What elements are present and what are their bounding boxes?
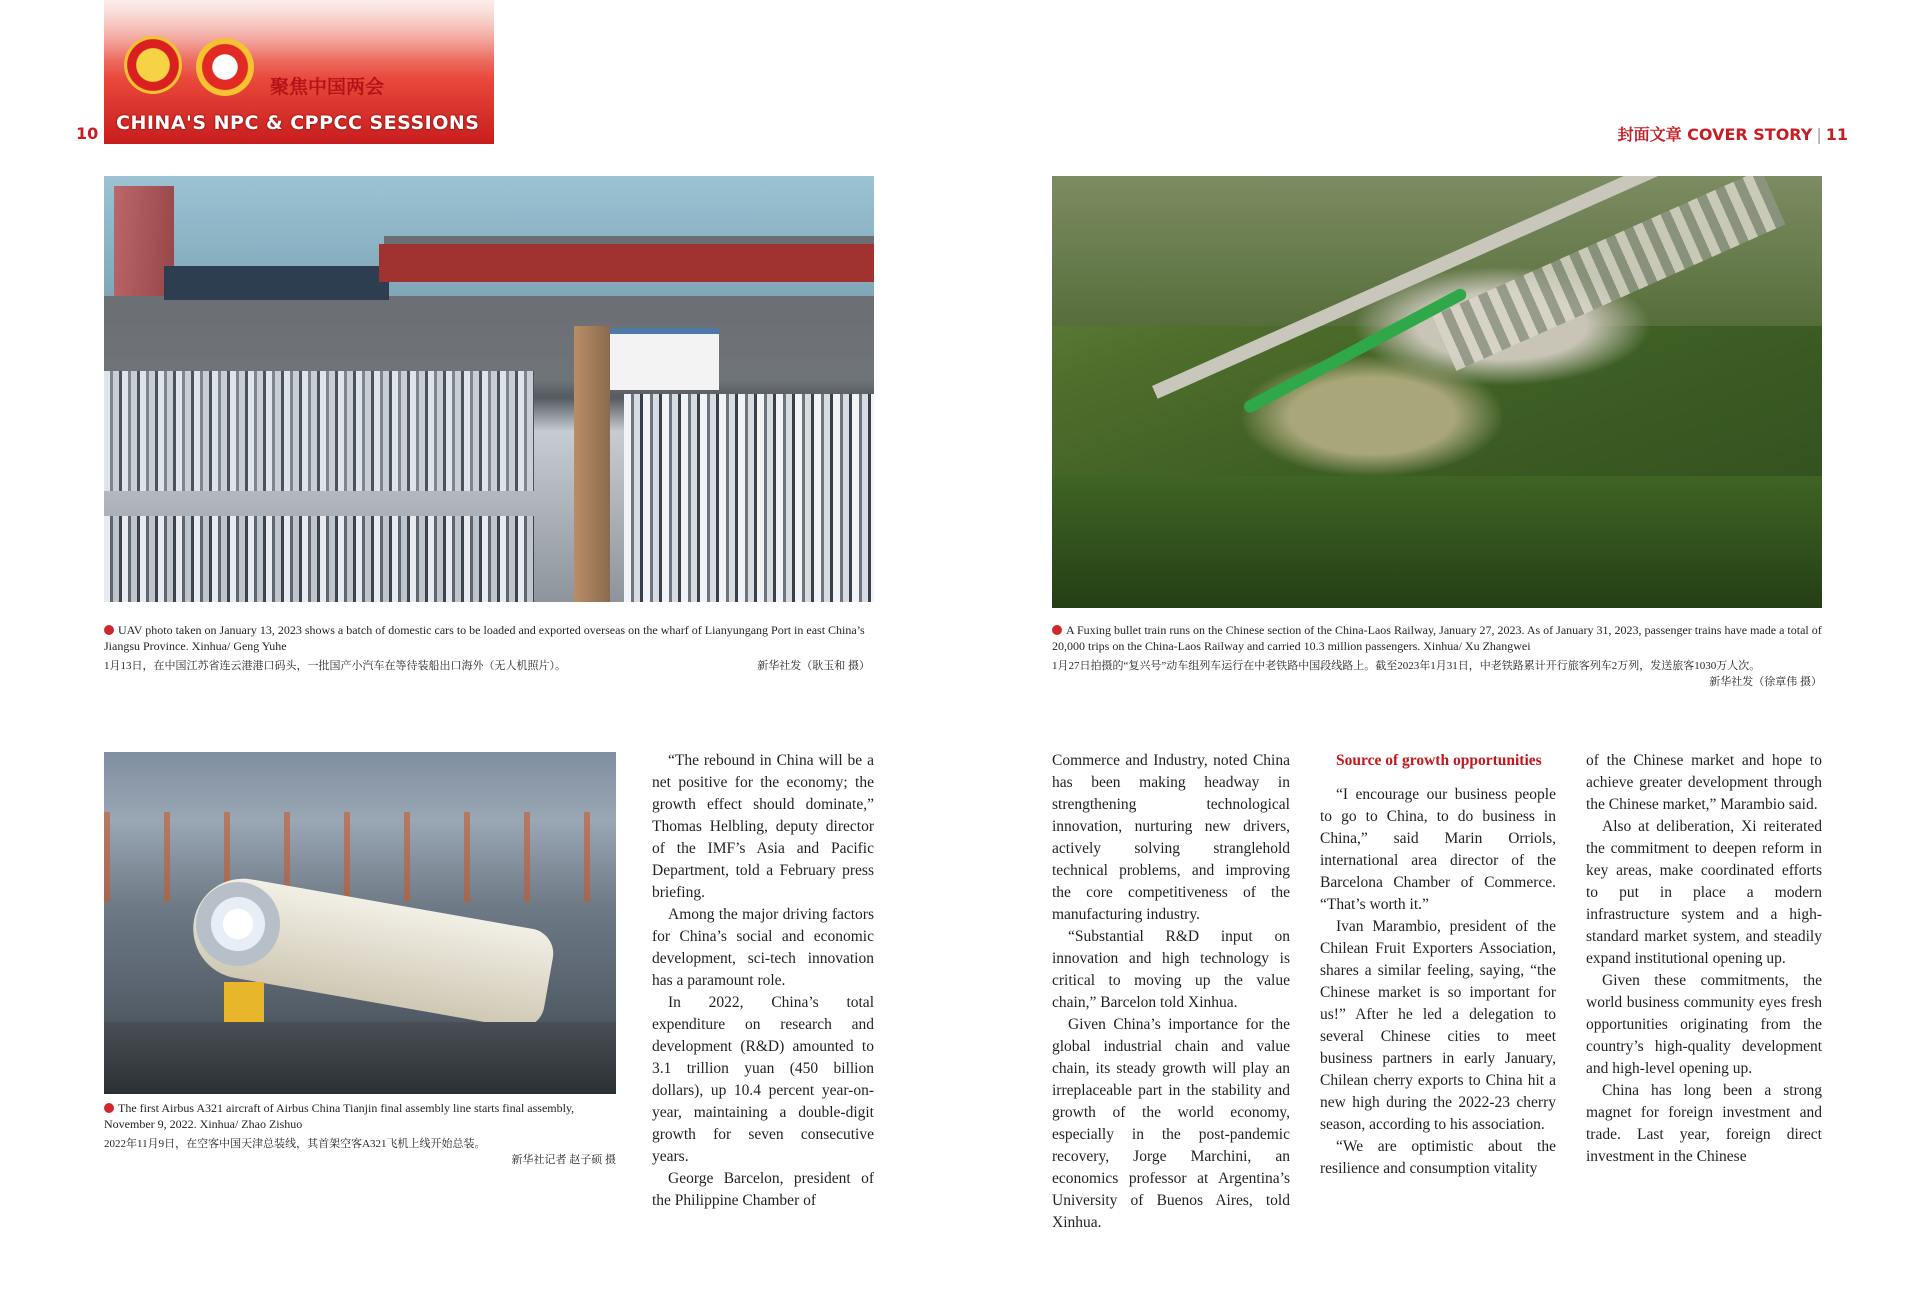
paragraph: Among the major driving factors for China’s social and economic development, sci-tech innovation has a paramount role. [652, 906, 874, 989]
plane-caption-cn: 2022年11月9日，在空客中国天津总装线，其首架空客A321飞机上线开始总装。 [104, 1138, 486, 1150]
train-photo [1052, 176, 1822, 608]
train-caption-en: A Fuxing bullet train runs on the Chinese section of the China-Laos Railway, January 27, 2023. As of January 31, 2023, passenger trains have made a total of 20,000 trips on the China-Laos Railway and carried 10.3 million passengers. Xinhua/ Xu Zhangwei [1052, 623, 1822, 653]
port-cars-photo [104, 176, 874, 602]
page-number-left: 10 [76, 124, 99, 143]
paragraph: “The rebound in China will be a net positive for the economy; the growth effect should dominate,” Thomas Helbling, deputy director of the IMF’s Asia and Pacific Department, told a February press briefing. [652, 752, 874, 901]
body-column-4 [1586, 750, 1822, 1168]
paragraph: “We are optimistic about the resilience and consumption vitality [1320, 1138, 1556, 1177]
banner-chinese-title: 聚焦中国两会 [270, 76, 385, 98]
caption-bullet-icon [104, 625, 114, 635]
paragraph: Commerce and Industry, noted China has been making headway in strengthening technological innovation, nurturing new drivers, actively solving stranglehold technical problems, and improving the core competitiveness of the manufacturing industry. [1052, 752, 1290, 923]
port-caption-cn: 1月13日，在中国江苏省连云港港口码头，一批国产小汽车在等待装船出口海外（无人机照片）。 [104, 660, 566, 672]
port-caption [104, 622, 874, 654]
npc-emblem-icon [124, 36, 182, 94]
page-number-right: 11 [1825, 125, 1848, 144]
airbus-photo [104, 752, 616, 1094]
paragraph: Given China’s importance for the global industrial chain and value chain, its steady growth will play an irreplaceable part in the stability and growth of the world economy, especially in the post-pandemic recovery, Jorge Marchini, an economics professor at Argentina’s University of Buenos Aires, told Xinhua. [1052, 1016, 1290, 1231]
caption-bullet-icon [104, 1103, 114, 1113]
paragraph: of the Chinese market and hope to achieve greater development through the Chinese market,” Marambio said. [1586, 752, 1822, 813]
body-column-3 [1320, 750, 1556, 1180]
port-caption-credit: 新华社发（耿玉和 摄） [757, 660, 870, 672]
section-subheading: Source of growth opportunities [1336, 752, 1542, 769]
cppcc-emblem-icon [196, 38, 254, 96]
section-header: 封面文章 COVER STORY | 11 [1617, 125, 1848, 144]
banner-english-title: CHINA'S NPC & CPPCC SESSIONS [116, 112, 480, 134]
plane-caption-en: The first Airbus A321 aircraft of Airbus China Tianjin final assembly line starts final assembly, November 9, 2022. Xinhua/ Zhao Zishuo [104, 1101, 575, 1131]
train-caption-credit: 新华社发（徐章伟 摄） [1709, 676, 1822, 688]
paragraph: Also at deliberation, Xi reiterated the commitment to deepen reform in key areas, make coordinated efforts to put in place a modern infrastructure system and a high-standard market system, and steadily expand institutional opening up. [1586, 818, 1822, 967]
paragraph: “I encourage our business people to go to China, to do business in China,” said Marin Orriols, international area director of the Barcelona Chamber of Commerce. “That’s worth it.” [1320, 786, 1556, 913]
header-banner [104, 0, 494, 144]
paragraph: Ivan Marambio, president of the Chilean Fruit Exporters Association, shares a similar feeling, saying, “the Chinese market is so important for us!” After he led a delegation to several Chinese cities to meet business partners in early January, Chilean cherry exports to China hit a new high during the 2022-23 cherry season, according to his association. [1320, 918, 1556, 1133]
plane-caption-credit: 新华社记者 赵子硕 摄 [511, 1154, 616, 1166]
paragraph: “Substantial R&D input on innovation and high technology is critical to moving up the value chain,” Barcelon told Xinhua. [1052, 928, 1290, 1011]
train-caption-cn: 1月27日拍摄的“复兴号”动车组列车运行在中老铁路中国段线路上。截至2023年1月31日，中老铁路累计开行旅客列车2万列，发送旅客1030万人次。 [1052, 660, 1761, 672]
train-caption [1052, 622, 1822, 654]
plane-caption [104, 1100, 616, 1132]
section-title: 封面文章 COVER STORY [1617, 125, 1813, 144]
paragraph: China has long been a strong magnet for foreign investment and trade. Last year, foreign direct investment in the Chinese [1586, 1082, 1822, 1165]
body-column-2 [1052, 750, 1290, 1234]
paragraph: In 2022, China’s total expenditure on research and development (R&D) amounted to 3.1 trillion yuan (450 billion dollars), up 10.4 percent year-on-year, maintaining a double-digit growth for seven consecutive years. [652, 994, 874, 1165]
caption-bullet-icon [1052, 625, 1062, 635]
paragraph: Given these commitments, the world business community eyes fresh opportunities originating from the country’s high-quality development and high-level opening up. [1586, 972, 1822, 1077]
paragraph: George Barcelon, president of the Philippine Chamber of [652, 1170, 874, 1209]
port-caption-en: UAV photo taken on January 13, 2023 shows a batch of domestic cars to be loaded and exported overseas on the wharf of Lianyungang Port in east China’s Jiangsu Province. Xinhua/ Geng Yuhe [104, 623, 865, 653]
body-column-1 [652, 750, 874, 1212]
